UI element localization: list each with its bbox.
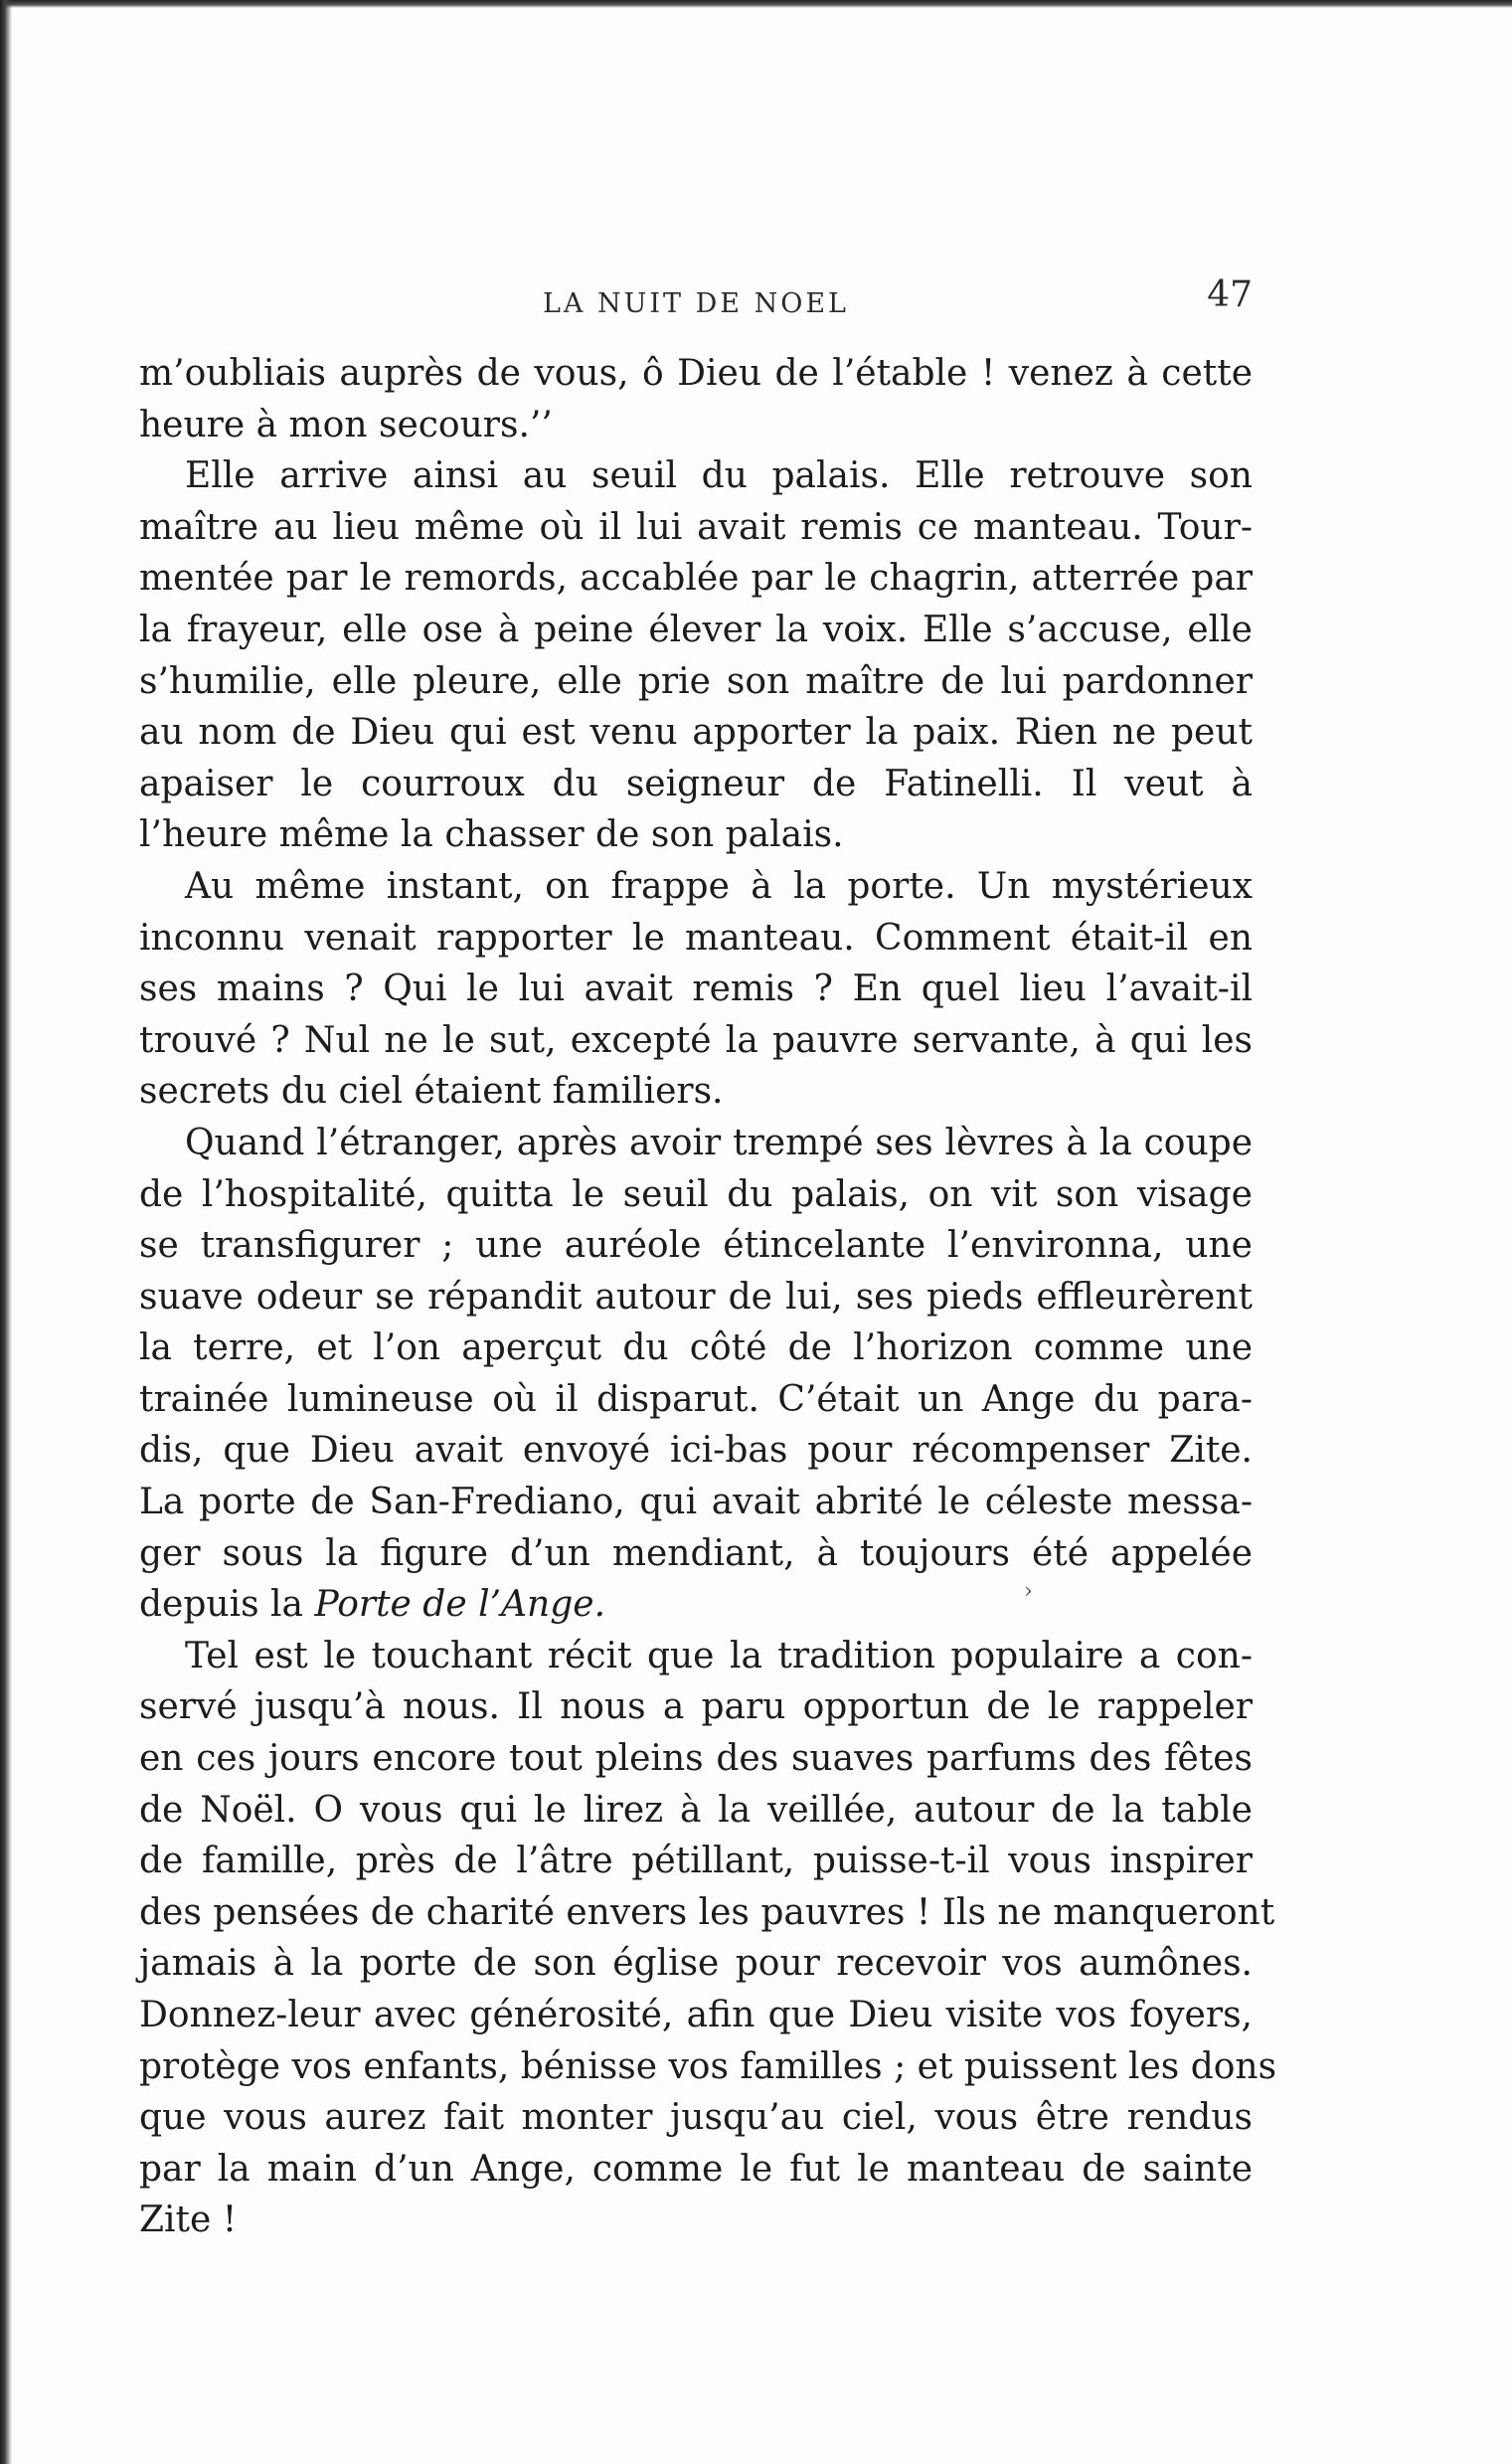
text-line-content: Au même instant, on frappe à la porte. Un mystérieux [185, 865, 1253, 907]
text-line [139, 2092, 1253, 2144]
text-line-content: de l’hospitalité, quitta le seuil du palais, on vit son visage [139, 1173, 1253, 1215]
text-line-content: Tel est le touchant récit que la tradition populaire a con- [185, 1635, 1253, 1676]
text-line-content: que vous aurez fait monter jusqu’au ciel, vous être rendus [139, 2097, 1253, 2139]
text-line-content: des pensées de charité envers les pauvres ! Ils ne manqueront [139, 1891, 1275, 1933]
text-line-content: depuis la [139, 1584, 315, 1626]
text-line [139, 450, 1253, 502]
text-line [139, 1272, 1253, 1323]
text-line [139, 605, 1253, 656]
text-line [139, 1169, 1253, 1221]
italic-phrase: Porte de l’Ange. [314, 1584, 606, 1626]
text-line [139, 553, 1253, 605]
text-line-content: jamais à la porte de son église pour recevoir vos aumônes. [139, 1943, 1253, 1985]
text-line [139, 861, 1253, 913]
text-line-content: en ces jours encore tout pleins des suaves parfums des fêtes [139, 1738, 1253, 1780]
text-line [139, 1528, 1253, 1580]
text-line [139, 1066, 1253, 1118]
text-line [139, 1322, 1253, 1374]
text-line-content: trainée lumineuse où il disparut. C’était un Ange du para- [139, 1378, 1253, 1420]
text-line [139, 400, 1253, 451]
scan-top-edge [0, 0, 1512, 8]
text-line-content: Donnez-leur avec générosité, afin que Dieu visite vos foyers, [139, 1995, 1253, 2035]
text-line-content: l’heure même la chasser de son palais. [139, 814, 844, 856]
text-line-content: secrets du ciel étaient familiers. [139, 1071, 724, 1113]
text-line-content: servé jusqu’à nous. Il nous a paru opportun de le rappeler [139, 1686, 1253, 1728]
text-line [139, 964, 1253, 1015]
text-line [139, 1631, 1253, 1682]
text-line [139, 2041, 1277, 2093]
text-line-content: au nom de Dieu qui est venu apporter la paix. Rien ne peut [139, 712, 1253, 754]
text-line [139, 809, 1253, 861]
text-line [139, 1579, 1253, 1631]
stray-mark: › [1024, 1579, 1033, 1604]
text-line-content: La porte de San-Frediano, qui avait abrité le céleste messa- [139, 1482, 1253, 1523]
page-number: 47 [1207, 274, 1253, 315]
text-line-content: suave odeur se répandit autour de lui, ses pieds effleurèrent [139, 1276, 1253, 1318]
text-line-content: de Noël. O vous qui le lirez à la veillée, autour de la table [139, 1789, 1253, 1831]
text-line-content: ger sous la figure d’un mendiant, à toujours été appelée [139, 1532, 1253, 1574]
text-line-content: dis, que Dieu avait envoyé ici-bas pour récompenser Zite. [139, 1430, 1253, 1472]
text-line-content: la terre, et l’on aperçut du côté de l’horizon comme une [139, 1327, 1253, 1369]
text-line [139, 656, 1253, 708]
scan-left-edge [0, 0, 12, 2464]
text-line-content: Elle arrive ainsi au seuil du palais. Elle retrouve son [185, 455, 1253, 497]
text-line [139, 502, 1253, 554]
text-line [139, 1887, 1275, 1939]
text-line [139, 913, 1253, 965]
text-line-content: ses mains ? Qui le lui avait remis ? En quel lieu l’avait-il [139, 968, 1253, 1010]
text-line-content: s’humilie, elle pleure, elle prie son maître de lui pardonner [139, 660, 1253, 702]
text-line-content: apaiser le courroux du seigneur de Fatinelli. Il veut à [139, 763, 1253, 804]
text-line [139, 1374, 1253, 1426]
text-line [139, 759, 1253, 810]
text-line-content: Quand l’étranger, après avoir trempé ses lèvres à la coupe [185, 1122, 1253, 1163]
text-line [139, 707, 1253, 759]
text-line [139, 1733, 1253, 1785]
text-line-content: par la main d’un Ange, comme le fut le manteau de sainte [139, 2148, 1253, 2190]
running-title: LA NUIT DE NOEL [543, 288, 849, 319]
text-line [139, 1990, 1253, 2041]
text-line [139, 348, 1253, 400]
text-line-content: de famille, près de l’âtre pétillant, puisse-t-il vous inspirer [139, 1841, 1253, 1882]
text-line-content: maître au lieu même où il lui avait remis ce manteau. Tour- [139, 506, 1253, 548]
text-line-content: mentée par le remords, accablée par le chagrin, atterrée par [139, 558, 1253, 600]
text-line [139, 1477, 1253, 1528]
text-line-content: trouvé ? Nul ne le sut, excepté la pauvre servante, à qui les [139, 1019, 1253, 1061]
text-line [139, 1938, 1253, 1990]
text-line-content: inconnu venait rapporter le manteau. Comment était-il en [139, 917, 1253, 959]
text-line [139, 1425, 1253, 1477]
text-line [139, 2144, 1253, 2196]
page-header [139, 274, 1253, 334]
text-line [139, 1118, 1253, 1169]
text-line [139, 1785, 1253, 1837]
text-line-content: m’oubliais auprès de vous, ô Dieu de l’étable ! venez à cette [139, 353, 1253, 394]
text-line [139, 2195, 1253, 2246]
text-line-content: la frayeur, elle ose à peine élever la voix. Elle s’accuse, elle [139, 609, 1253, 650]
text-line-content: se transfigurer ; une auréole étincelante l’environna, une [139, 1225, 1253, 1267]
text-line [139, 1681, 1253, 1733]
text-line-content: heure à mon secours.’’ [139, 404, 553, 445]
body-text [139, 348, 1277, 2246]
text-line [139, 1836, 1253, 1887]
text-line [139, 1015, 1253, 1067]
text-line [139, 1220, 1253, 1272]
text-line-content: Zite ! [139, 2200, 238, 2241]
text-line-content: protège vos enfants, bénisse vos familles ; et puissent les dons [139, 2045, 1277, 2087]
